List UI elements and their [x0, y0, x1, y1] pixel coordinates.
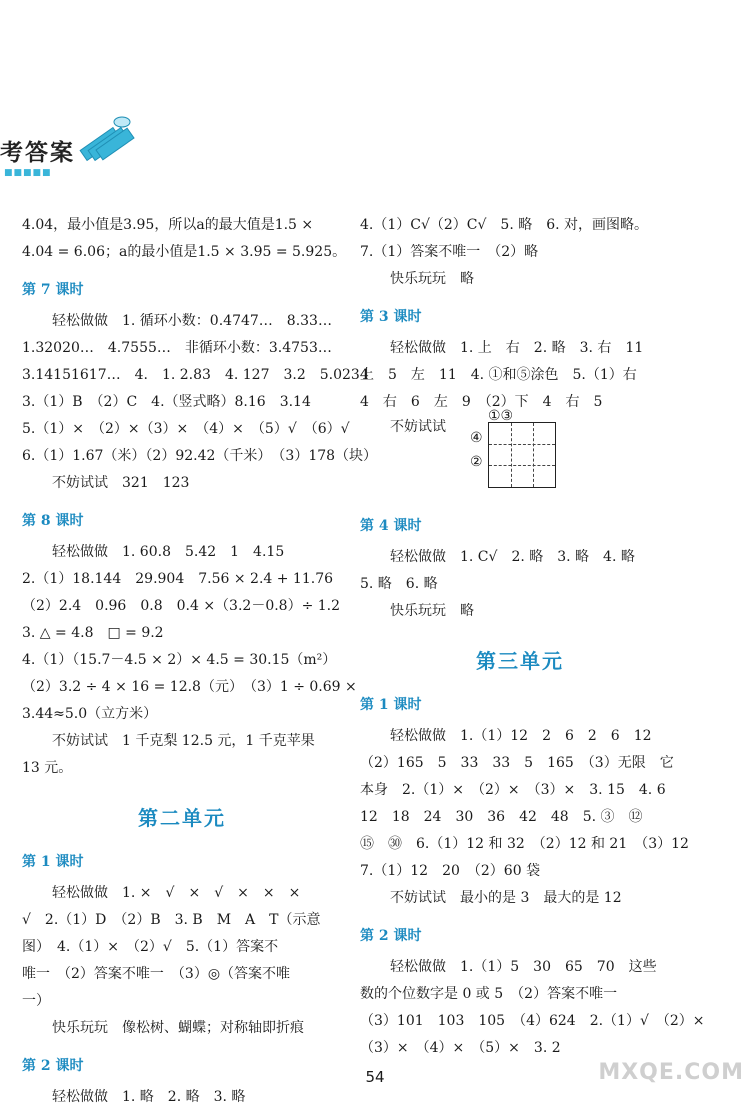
text-line: 轻松做做 1.（1）12 2 6 2 6 12 — [390, 728, 652, 744]
lesson-heading: 第 1 课时 — [360, 697, 422, 713]
lesson-heading: 第 7 课时 — [22, 282, 84, 298]
text-line: 5.（1）× （2）×（3）× （4）× （5）√ （6）√ — [22, 421, 350, 437]
lesson-heading: 第 2 课时 — [360, 928, 422, 944]
position-grid-figure — [360, 408, 680, 502]
text-line: 快乐玩玩 略 — [390, 271, 474, 287]
text-line: 6.（1）1.67（米）（2）92.42（千米） （3）178（块） — [22, 448, 378, 464]
scroll-icon — [74, 108, 138, 172]
text-line: 不妨试试 1 千克梨 12.5 元，1 千克苹果 — [52, 733, 315, 749]
text-line: 快乐玩玩 像松树、蝴蝶；对称轴即折痕 — [52, 1020, 304, 1036]
lesson-heading: 第 8 课时 — [22, 513, 84, 529]
unit-heading: 第二单元 — [138, 806, 226, 830]
text-line: （2）165 5 33 33 5 165 （3）无限 它 — [360, 755, 674, 771]
text-line: 不妨试试 最小的是 3 最大的是 12 — [390, 890, 622, 906]
text-line: 轻松做做 1. 循环小数：0.4747… 8.33… — [52, 313, 332, 329]
text-line: 4.04，最小值是3.95，所以a的最大值是1.5 × — [22, 217, 314, 233]
header-dots: ■■■■■ — [4, 168, 52, 178]
text-line: 3. △ = 4.8 □ = 9.2 — [22, 625, 164, 641]
try-label: 不妨试试 — [390, 419, 446, 435]
text-line: （3）× （4）× （5）× 3. 2 — [360, 1040, 561, 1056]
watermark: MXQE.COM — [598, 1060, 744, 1085]
text-line: 轻松做做 1. × √ × √ × × × — [52, 885, 301, 901]
text-line: 3.44≈5.0（立方米） — [22, 706, 158, 722]
text-line: 唯一 （2）答案不唯一 （3）◎（答案不唯 — [22, 966, 291, 982]
text-line: 轻松做做 1. 60.8 5.42 1 4.15 — [52, 544, 285, 560]
text-line: 数的个位数字是 0 或 5 （2）答案不唯一 — [360, 986, 618, 1002]
left-column — [22, 212, 378, 1111]
text-line: 3.14151617… 4. 1. 2.83 4. 127 3.2 5.0234 — [22, 367, 369, 383]
text-line: 上 5 左 11 4. ①和⑤涂色 5.（1）右 — [360, 367, 637, 383]
text-line: 7.（1）12 20 （2）60 袋 — [360, 863, 541, 879]
text-line: 3.（1）B （2）C 4.（竖式略）8.16 3.14 — [22, 394, 311, 410]
text-line: 图） 4.（1）× （2）√ 5.（1）答案不 — [22, 939, 279, 955]
grid-top-marks: ①③ — [488, 408, 514, 424]
page-number: 54 — [365, 1068, 385, 1086]
text-line: （2）3.2 ÷ 4 × 16 = 12.8（元） （3）1 ÷ 0.69 × — [22, 679, 357, 695]
text-line: 4.04 = 6.06；a的最小值是1.5 × 3.95 = 5.925。 — [22, 244, 347, 260]
lesson-heading: 第 2 课时 — [22, 1058, 84, 1074]
section-header — [0, 108, 200, 180]
lesson-heading: 第 1 课时 — [22, 854, 84, 870]
text-line: 5. 略 6. 略 — [360, 576, 438, 592]
text-line: （3）101 103 105 （4）624 2.（1）√ （2）× — [360, 1013, 705, 1029]
text-line: 2.（1）18.144 29.904 7.56 × 2.4 + 11.76 — [22, 571, 334, 587]
dashed-grid — [488, 422, 556, 488]
lesson-heading: 第 3 课时 — [360, 309, 422, 325]
text-line: ⑮ ㉚ 6.（1）12 和 32 （2）12 和 21 （3）12 — [360, 836, 689, 852]
text-line: 不妨试试 321 123 — [52, 475, 190, 491]
text-line: 4.（1）C√（2）C√ 5. 略 6. 对，画图略。 — [360, 217, 649, 233]
grid-side-mark: ② — [470, 454, 483, 470]
text-line: 4 右 6 左 9 （2）下 4 右 5 — [360, 394, 603, 410]
lesson-heading: 第 4 课时 — [360, 518, 422, 534]
text-line: 7.（1）答案不唯一 （2）略 — [360, 244, 539, 260]
text-line: 13 元。 — [22, 760, 73, 776]
right-column — [360, 212, 705, 1062]
unit-heading: 第三单元 — [476, 649, 564, 673]
text-line: 本身 2.（1）× （2）× （3）× 3. 15 4. 6 — [360, 782, 666, 798]
text-line: 轻松做做 1.（1）5 30 65 70 这些 — [390, 959, 657, 975]
text-line: （2）2.4 0.96 0.8 0.4 ×（3.2－0.8）÷ 1.2 — [22, 598, 341, 614]
text-line: 快乐玩玩 略 — [390, 603, 474, 619]
text-line: 一） — [22, 993, 50, 1009]
text-line: 4.（1）（15.7－4.5 × 2）× 4.5 = 30.15（m²） — [22, 652, 337, 668]
page-title: 考答案 — [0, 140, 75, 166]
text-line: 轻松做做 1. 上 右 2. 略 3. 右 11 — [390, 340, 644, 356]
text-line: 12 18 24 30 36 42 48 5. ③ ⑫ — [360, 809, 643, 825]
text-line: 1.32020… 4.7555… 非循环小数：3.4753… — [22, 340, 332, 356]
text-line: 轻松做做 1. 略 2. 略 3. 略 — [52, 1089, 246, 1105]
grid-side-mark: ④ — [470, 430, 483, 446]
text-line: 轻松做做 1. C√ 2. 略 3. 略 4. 略 — [390, 549, 635, 565]
text-line: √ 2.（1）D （2）B 3. B M A T（示意 — [22, 912, 321, 928]
